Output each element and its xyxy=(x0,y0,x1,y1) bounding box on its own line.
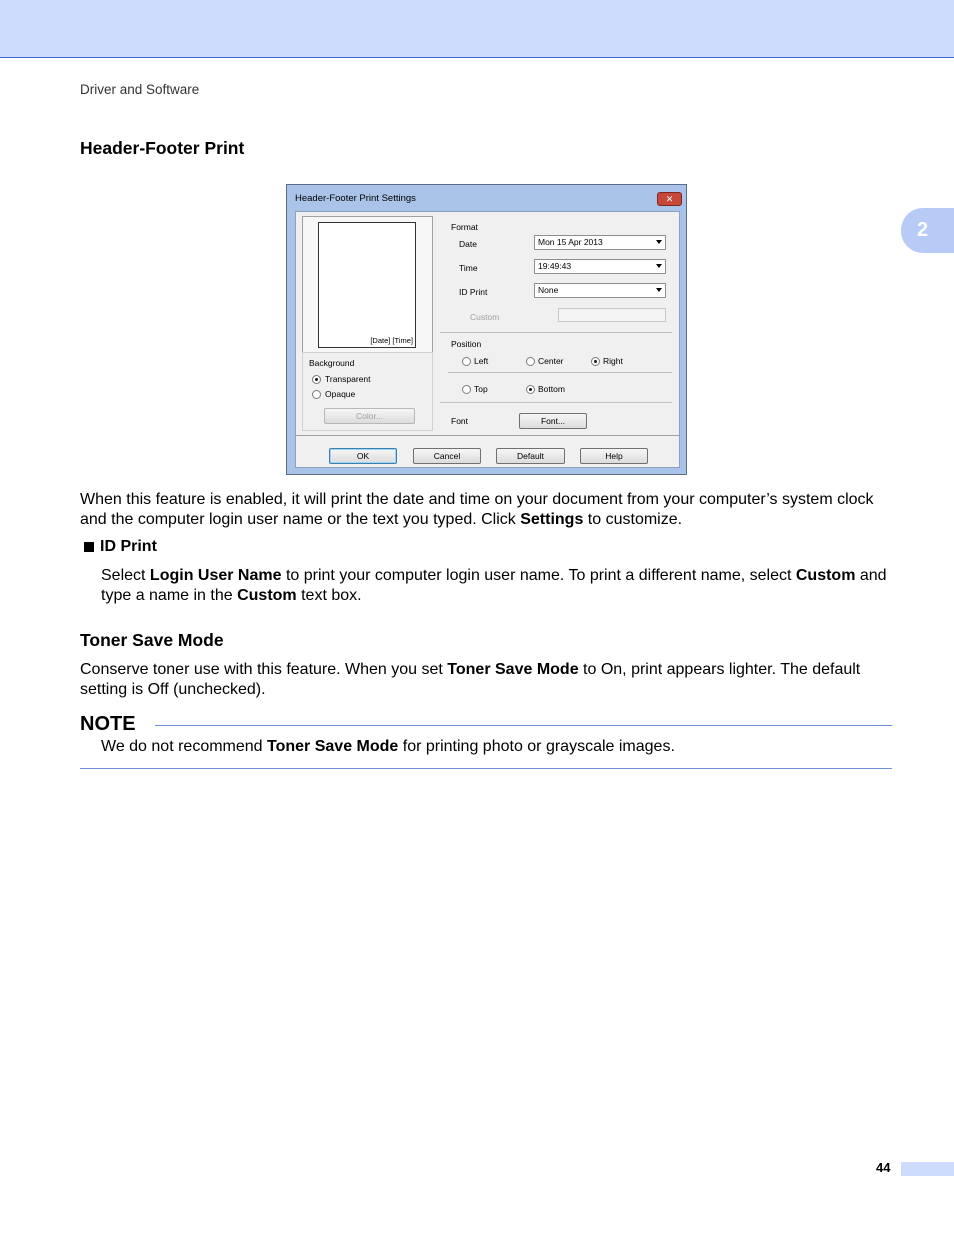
date-label: Date xyxy=(459,239,477,249)
custom-input[interactable] xyxy=(558,308,666,322)
font-label: Font xyxy=(451,416,469,426)
divider xyxy=(440,402,672,403)
preview-label: [Date] [Time] xyxy=(370,336,413,345)
background-label: Background xyxy=(309,358,355,368)
right-label: Right xyxy=(603,356,623,366)
divider xyxy=(440,332,672,333)
chevron-down-icon xyxy=(656,240,662,244)
chevron-down-icon xyxy=(656,264,662,268)
page-number: 44 xyxy=(876,1160,891,1175)
page-number-bar xyxy=(901,1162,954,1176)
color-button[interactable]: Color... xyxy=(324,408,415,424)
transparent-label: Transparent xyxy=(325,374,371,384)
top-label: Top xyxy=(474,384,488,394)
help-button[interactable]: Help xyxy=(580,448,648,464)
note-bottom-divider xyxy=(80,768,892,769)
running-header: Driver and Software xyxy=(80,82,200,97)
bottom-label: Bottom xyxy=(538,384,565,394)
cancel-button[interactable]: Cancel xyxy=(413,448,481,464)
bottom-radio[interactable] xyxy=(526,385,535,394)
time-label: Time xyxy=(459,263,478,273)
preview-frame xyxy=(302,216,433,353)
format-label: Format xyxy=(451,222,478,232)
default-button[interactable]: Default xyxy=(496,448,565,464)
preview-page xyxy=(318,222,416,348)
id-print-dropdown[interactable]: None xyxy=(534,283,666,298)
note-title: NOTE xyxy=(80,713,136,735)
opaque-label: Opaque xyxy=(325,389,356,399)
center-radio[interactable] xyxy=(526,357,535,366)
font-button[interactable]: Font... xyxy=(519,413,587,429)
divider xyxy=(448,372,672,373)
divider xyxy=(296,435,679,436)
bullet-id-print: ID Print xyxy=(84,538,157,556)
note-divider xyxy=(155,725,892,726)
bullet-square-icon xyxy=(84,542,94,552)
time-dropdown[interactable]: 19:49:43 xyxy=(534,259,666,274)
close-icon: ✕ xyxy=(665,193,674,204)
id-print-label: ID Print xyxy=(459,287,488,297)
opaque-radio[interactable] xyxy=(312,390,321,399)
center-label: Center xyxy=(538,356,564,366)
left-radio[interactable] xyxy=(462,357,471,366)
dialog-body xyxy=(295,211,680,468)
close-button[interactable] xyxy=(657,192,682,206)
position-label: Position xyxy=(451,339,482,349)
left-label: Left xyxy=(474,356,489,366)
chevron-down-icon xyxy=(656,288,662,292)
section-title-toner-save: Toner Save Mode xyxy=(80,630,224,650)
toner-save-description: Conserve toner use with this feature. When you set Toner Save Mode to On, print appears lighter. The default setting is Off (unchecked). xyxy=(80,661,861,698)
header-band xyxy=(0,0,954,58)
date-dropdown[interactable]: Mon 15 Apr 2013 xyxy=(534,235,666,250)
note-body: We do not recommend Toner Save Mode for printing photo or grayscale images. xyxy=(101,738,675,755)
top-radio[interactable] xyxy=(462,385,471,394)
custom-label: Custom xyxy=(470,312,500,322)
section-title-header-footer: Header-Footer Print xyxy=(80,138,245,158)
transparent-radio[interactable] xyxy=(312,375,321,384)
chapter-tab: 2 xyxy=(901,208,954,253)
header-footer-dialog xyxy=(286,184,687,475)
ok-button[interactable]: OK xyxy=(329,448,397,464)
dialog-title: Header-Footer Print Settings xyxy=(295,193,416,204)
id-print-description: Select Login User Name to print your computer login user name. To print a different name, select Custom and type a name in the Custom text box. xyxy=(101,567,887,604)
right-radio[interactable] xyxy=(591,357,600,366)
header-footer-description: When this feature is enabled, it will print the date and time on your document from your computer’s system clock and the computer login user name or the text you typed. Click Settings to customize. xyxy=(80,491,874,528)
